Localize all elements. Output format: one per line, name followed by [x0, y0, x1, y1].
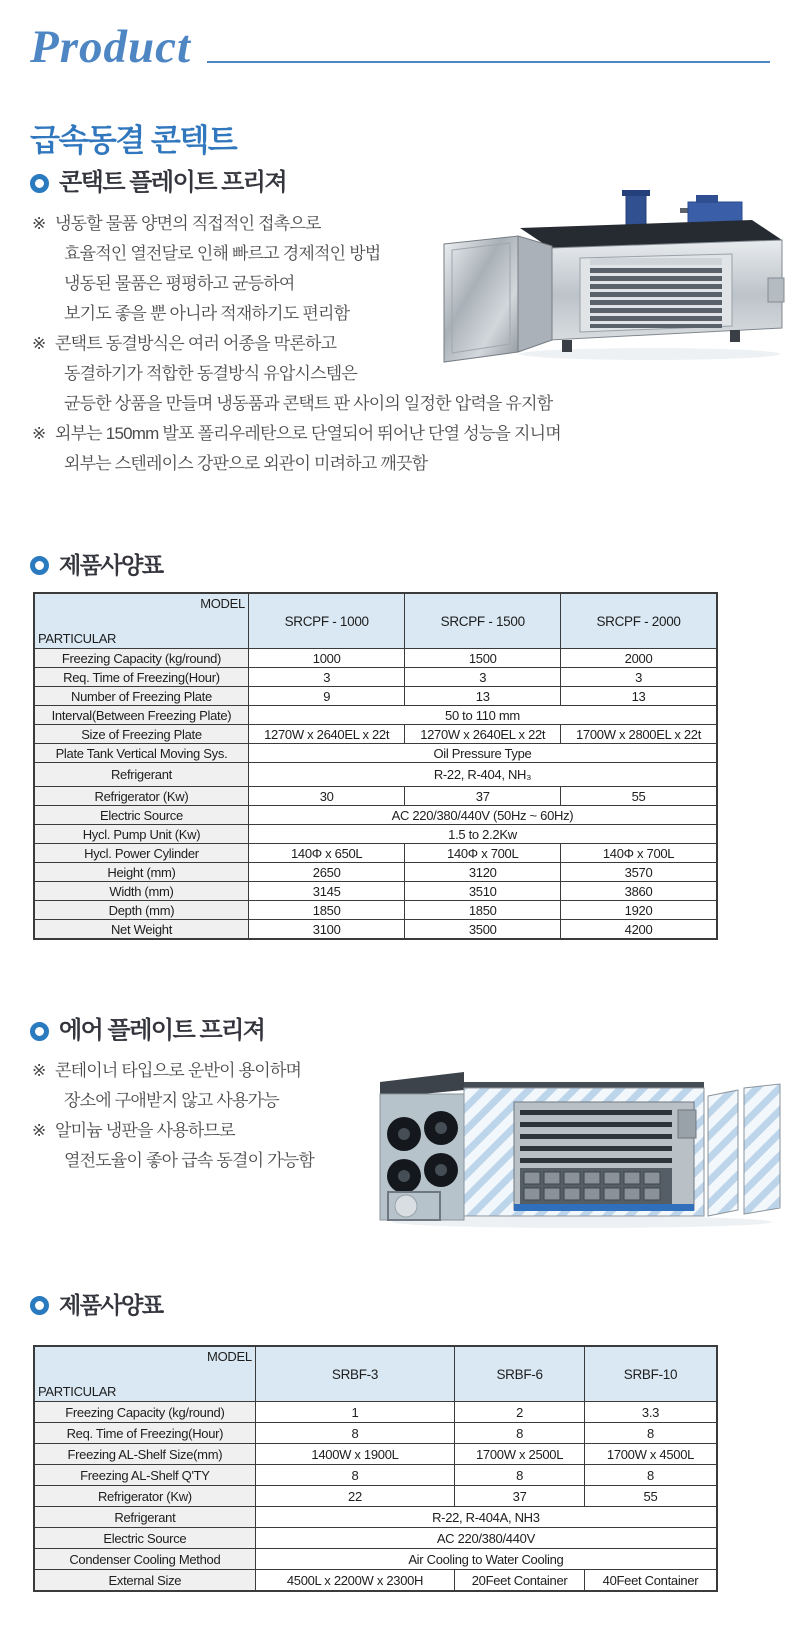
spec-corner-model: MODEL	[200, 596, 245, 611]
spec-body	[34, 649, 717, 940]
note-line: 콘테이너 타입으로 운반이 용이하며	[55, 1061, 302, 1080]
note-line: 냉동된 물품은 평평하고 균등하여	[64, 274, 295, 293]
spec-heading-label: 제품사양표	[59, 1292, 163, 1318]
circle-bullet-icon	[30, 1296, 49, 1315]
spec-corner-cell	[34, 593, 248, 649]
spec-table-heading-2	[30, 1292, 163, 1318]
spec-span-value: R-22, R-404A, NH3	[255, 1507, 717, 1528]
spec-value: 1270W x 2640EL x 22t	[405, 725, 561, 744]
spec-value: 3500	[405, 920, 561, 940]
spec-row	[34, 744, 717, 763]
note-item	[32, 1056, 402, 1116]
spec-value: 2000	[561, 649, 717, 668]
spec-value: 13	[561, 687, 717, 706]
spec-row-label: Refrigerant	[34, 1507, 255, 1528]
spec-value: 22	[255, 1486, 454, 1507]
contact-plate-freezer-image	[430, 188, 795, 363]
spec-table-heading-1	[30, 552, 163, 578]
spec-corner-cell	[34, 1346, 255, 1402]
spec-table-contact	[33, 592, 718, 940]
spec-value: 40Feet Container	[584, 1570, 717, 1592]
note-line: 장소에 구애받지 않고 사용가능	[64, 1091, 279, 1110]
section-heading-label: 에어 플레이트 프리져	[59, 1017, 265, 1044]
note-lines	[55, 1056, 402, 1116]
spec-row-label: Refrigerator (Kw)	[34, 1486, 255, 1507]
spec-value: 1850	[248, 901, 404, 920]
spec-value: 3860	[561, 882, 717, 901]
spec-row-label: Req. Time of Freezing(Hour)	[34, 668, 248, 687]
spec-value: 37	[405, 787, 561, 806]
spec-value: 4200	[561, 920, 717, 940]
spec-span-value: R-22, R-404, NH₃	[248, 763, 717, 787]
spec-row	[34, 806, 717, 825]
spec-span-value: 1.5 to 2.2Kw	[248, 825, 717, 844]
note-marker: ※	[32, 214, 46, 233]
spec-value: 8	[455, 1465, 585, 1486]
spec-row-label: Depth (mm)	[34, 901, 248, 920]
spec-column-header: SRBF-3	[255, 1346, 454, 1402]
spec-value: 1270W x 2640EL x 22t	[248, 725, 404, 744]
spec-row-label: External Size	[34, 1570, 255, 1592]
air-plate-freezer-illustration	[372, 1038, 790, 1230]
circle-bullet-icon	[30, 1022, 49, 1041]
note-line: 알미늄 냉판을 사용하므로	[55, 1121, 235, 1140]
spec-value: 8	[255, 1423, 454, 1444]
note-line: 외부는 150mm 발포 폴리우레탄으로 단열되어 뛰어난 단열 성능을 지니며	[55, 424, 561, 443]
spec-row	[34, 725, 717, 744]
spec-span-value: AC 220/380/440V (50Hz ~ 60Hz)	[248, 806, 717, 825]
spec-value: 3	[248, 668, 404, 687]
spec-row-label: Height (mm)	[34, 863, 248, 882]
spec-row	[34, 825, 717, 844]
spec-value: 1850	[405, 901, 561, 920]
spec-row-label: Size of Freezing Plate	[34, 725, 248, 744]
spec-row-label: Condenser Cooling Method	[34, 1549, 255, 1570]
spec-value: 3120	[405, 863, 561, 882]
spec-row-label: Refrigerator (Kw)	[34, 787, 248, 806]
spec-row	[34, 1402, 717, 1423]
note-line: 균등한 상품을 만들며 냉동품과 콘택트 판 사이의 일정한 압력을 유지함	[64, 394, 553, 413]
spec-value: 2	[455, 1402, 585, 1423]
spec-value: 3100	[248, 920, 404, 940]
spec-value: 37	[455, 1486, 585, 1507]
spec-value: 1400W x 1900L	[255, 1444, 454, 1465]
spec-column-header: SRCPF - 1500	[405, 593, 561, 649]
spec-row	[34, 763, 717, 787]
spec-value: 1700W x 4500L	[584, 1444, 717, 1465]
spec-row-label: Net Weight	[34, 920, 248, 940]
air-plate-freezer-notes	[32, 1056, 402, 1176]
note-item	[32, 419, 738, 479]
spec-row	[34, 1549, 717, 1570]
spec-value: 1920	[561, 901, 717, 920]
spec-row	[34, 687, 717, 706]
spec-corner-model: MODEL	[207, 1349, 252, 1364]
note-lines	[55, 419, 738, 479]
spec-table	[33, 1345, 718, 1592]
spec-value: 3.3	[584, 1402, 717, 1423]
spec-row	[34, 1486, 717, 1507]
spec-head	[34, 1346, 717, 1402]
spec-span-value: Oil Pressure Type	[248, 744, 717, 763]
spec-value: 3	[561, 668, 717, 687]
spec-span-value: 50 to 110 mm	[248, 706, 717, 725]
brand-header	[30, 22, 770, 72]
spec-table	[33, 592, 718, 940]
spec-value: 2650	[248, 863, 404, 882]
spec-corner-particular: PARTICULAR	[38, 631, 117, 646]
section-heading-air-plate-freezer	[30, 1018, 265, 1044]
note-marker: ※	[32, 1121, 46, 1140]
spec-row-label: Hycl. Power Cylinder	[34, 844, 248, 863]
spec-value: 3510	[405, 882, 561, 901]
spec-row	[34, 706, 717, 725]
spec-row-label: Electric Source	[34, 1528, 255, 1549]
spec-row-label: Freezing Capacity (kg/round)	[34, 1402, 255, 1423]
note-line: 동결하기가 적합한 동결방식 유압시스템은	[64, 364, 357, 383]
circle-bullet-icon	[30, 174, 49, 193]
spec-row	[34, 1423, 717, 1444]
spec-value: 3	[405, 668, 561, 687]
spec-row-label: Freezing AL-Shelf Size(mm)	[34, 1444, 255, 1465]
contact-plate-freezer-illustration	[430, 188, 795, 363]
spec-value: 9	[248, 687, 404, 706]
spec-value: 1000	[248, 649, 404, 668]
note-line: 냉동할 물품 양면의 직접적인 접촉으로	[55, 214, 321, 233]
note-marker: ※	[32, 1061, 46, 1080]
page-title: 급속동결 콘텍트	[30, 122, 237, 158]
note-marker: ※	[32, 424, 46, 443]
note-line: 외부는 스텐레이스 강판으로 외관이 미려하고 깨끗함	[64, 454, 428, 473]
spec-value: 8	[584, 1423, 717, 1444]
spec-column-header: SRBF-10	[584, 1346, 717, 1402]
spec-row	[34, 1528, 717, 1549]
spec-value: 140Φ x 700L	[405, 844, 561, 863]
spec-value: 1	[255, 1402, 454, 1423]
spec-heading-label: 제품사양표	[59, 552, 163, 578]
spec-row-label: Plate Tank Vertical Moving Sys.	[34, 744, 248, 763]
spec-row-label: Number of Freezing Plate	[34, 687, 248, 706]
spec-span-value: AC 220/380/440V	[255, 1528, 717, 1549]
spec-row-label: Width (mm)	[34, 882, 248, 901]
spec-row	[34, 1465, 717, 1486]
circle-bullet-icon	[30, 556, 49, 575]
spec-row	[34, 668, 717, 687]
spec-value: 1500	[405, 649, 561, 668]
brand-underline	[207, 61, 770, 63]
spec-value: 3145	[248, 882, 404, 901]
spec-value: 55	[584, 1486, 717, 1507]
spec-table-air	[33, 1345, 718, 1592]
spec-row-label: Freezing Capacity (kg/round)	[34, 649, 248, 668]
spec-row-label: Refrigerant	[34, 763, 248, 787]
spec-value: 140Φ x 700L	[561, 844, 717, 863]
spec-head-row	[34, 1346, 717, 1402]
note-line: 효율적인 열전달로 인해 빠르고 경제적인 방법	[64, 244, 381, 263]
note-marker: ※	[32, 334, 46, 353]
spec-value: 8	[255, 1465, 454, 1486]
spec-value: 8	[455, 1423, 585, 1444]
spec-row-label: Electric Source	[34, 806, 248, 825]
note-item	[32, 1116, 402, 1176]
section-heading-contact-plate-freezer	[30, 170, 286, 196]
section-heading-label: 콘택트 플레이트 프리져	[59, 169, 287, 196]
spec-body	[34, 1402, 717, 1592]
spec-value: 8	[584, 1465, 717, 1486]
note-lines	[55, 1116, 402, 1176]
spec-row	[34, 1507, 717, 1528]
spec-value: 1700W x 2500L	[455, 1444, 585, 1465]
spec-row	[34, 649, 717, 668]
note-line: 열전도율이 좋아 급속 동결이 가능함	[64, 1151, 315, 1170]
spec-row	[34, 901, 717, 920]
spec-value: 20Feet Container	[455, 1570, 585, 1592]
note-line: 보기도 좋을 뿐 아니라 적재하기도 편리함	[64, 304, 350, 323]
spec-row	[34, 863, 717, 882]
spec-span-value: Air Cooling to Water Cooling	[255, 1549, 717, 1570]
spec-value: 3570	[561, 863, 717, 882]
spec-row	[34, 882, 717, 901]
spec-row	[34, 1570, 717, 1592]
spec-value: 13	[405, 687, 561, 706]
spec-value: 140Φ x 650L	[248, 844, 404, 863]
spec-head-row	[34, 593, 717, 649]
air-plate-freezer-image	[372, 1038, 790, 1230]
spec-corner-particular: PARTICULAR	[38, 1384, 117, 1399]
spec-value: 1700W x 2800EL x 22t	[561, 725, 717, 744]
spec-value: 4500L x 2200W x 2300H	[255, 1570, 454, 1592]
spec-row-label: Hycl. Pump Unit (Kw)	[34, 825, 248, 844]
spec-row-label: Interval(Between Freezing Plate)	[34, 706, 248, 725]
spec-row-label: Freezing AL-Shelf Q'TY	[34, 1465, 255, 1486]
spec-value: 30	[248, 787, 404, 806]
spec-row	[34, 787, 717, 806]
spec-head	[34, 593, 717, 649]
spec-value: 55	[561, 787, 717, 806]
spec-row	[34, 844, 717, 863]
spec-column-header: SRBF-6	[455, 1346, 585, 1402]
spec-row-label: Req. Time of Freezing(Hour)	[34, 1423, 255, 1444]
spec-column-header: SRCPF - 2000	[561, 593, 717, 649]
spec-row	[34, 1444, 717, 1465]
note-line: 콘택트 동결방식은 여러 어종을 막론하고	[55, 334, 337, 353]
spec-row	[34, 920, 717, 940]
spec-column-header: SRCPF - 1000	[248, 593, 404, 649]
brand-title: Product	[30, 21, 192, 73]
